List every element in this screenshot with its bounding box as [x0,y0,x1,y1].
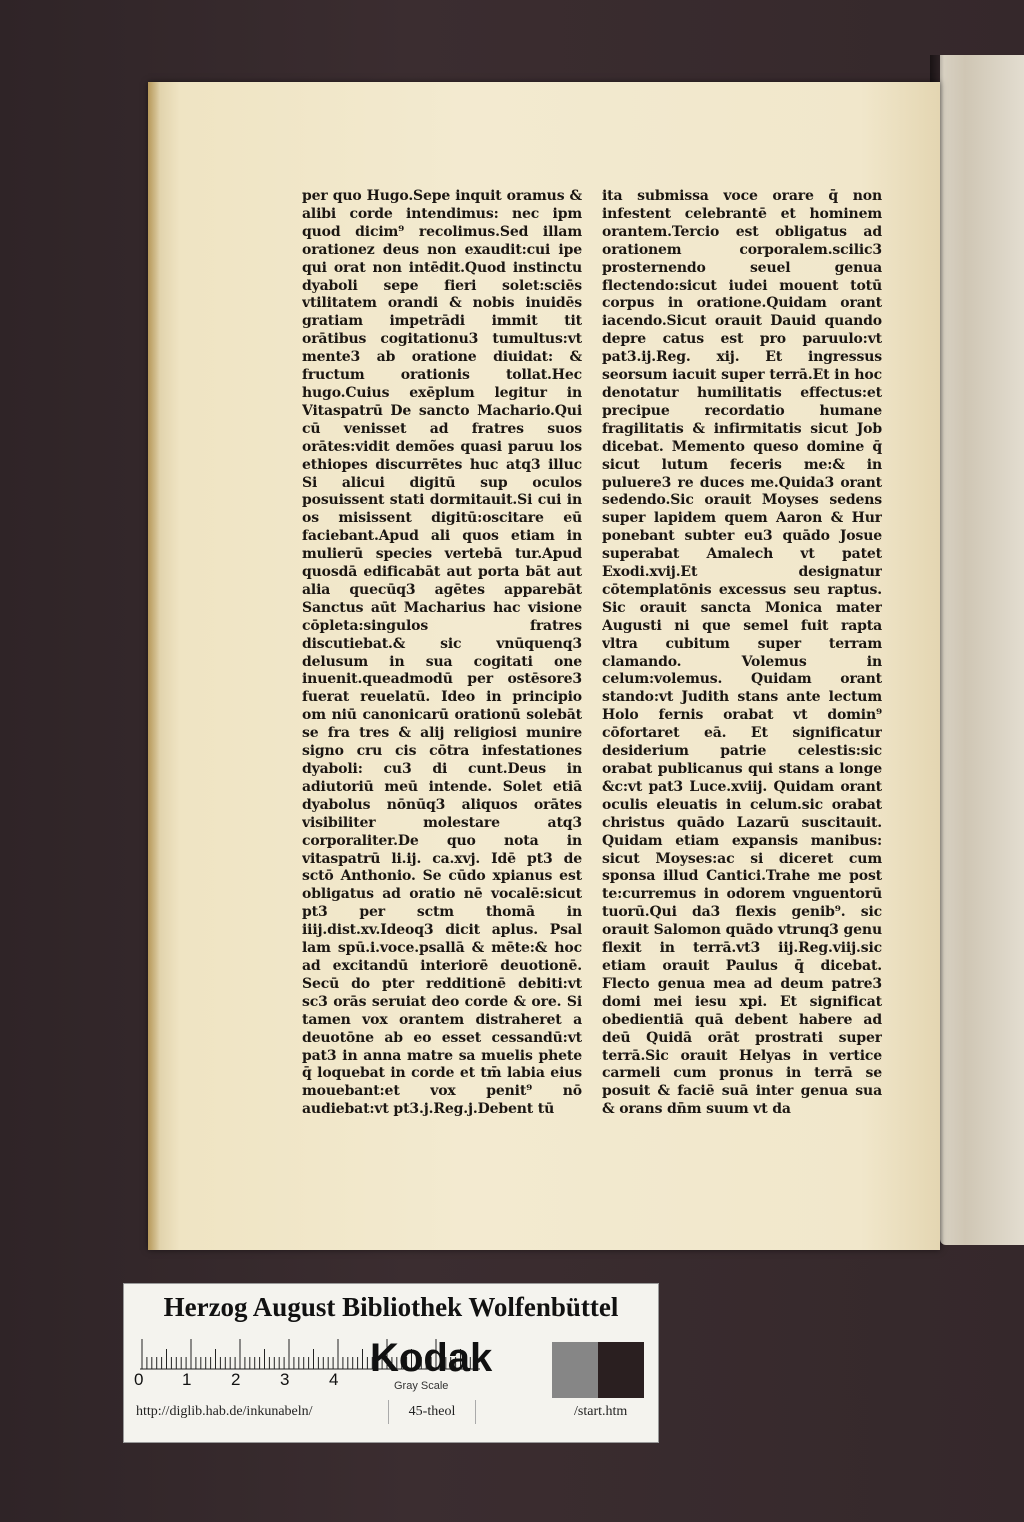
ruler-number: 2 [231,1370,241,1389]
card-url-end: /start.htm [574,1404,628,1419]
kodak-logo: Kodak [370,1336,493,1380]
gray-scale-label: Gray Scale [394,1380,449,1392]
card-url: http://diglib.hab.de/inkunabeln/ [136,1404,313,1419]
color-calibration-card [123,1283,659,1443]
page-left-edge [148,82,160,1250]
ruler-number: 1 [182,1370,192,1389]
text-column-right: ita submissa voce orare q̄ non infestent celebrantē et hominem orantem.Tercio est obligatus ad orationem corporalem.scilic3 prosternendo seuel genua flectendo:sicut iudei mouent totū corpus in oratione.Quidam orant iacendo.Sicut orauit Dauid quando depre catus est pro paruulo:vt pat3.ij.Reg. xij. Et ingressus seorsum iacuit super terrā.Et in hoc denotatur humilitatis effectus:et precipue recordatio humane fragilitatis & infirmitatis sicut Job dicebat. Memento queso domine q̄ sicut lutum feceris me:& in puluere3 re duces me.Quida3 orant sedendo.Sic orauit Moyses sedens super lapidem quem Aaron & Hur ponebant subter eu3 quādo Josue superabat Amalech vt patet Exodi.xvij.Et designatur cōtemplatōnis excessus seu raptus. Sic orauit sancta Monica mater Augusti ni que semel fuit rapta vltra cubitum super terram clamando. Volemus in celum:volemus. Quidam orant stando:vt Judith stans ante lectum Holo fernis orabat vt domin⁹ cōfortaret eā. Et significatur desiderium patrie celestis:sic orabat publicanus qui stans a longe &c:vt pat3 Luce.xviij. Quidam orant oculis eleuatis in celum.sic orabat christus quādo Lazarū suscitauit. Quidam etiam expansis manibus: sicut Moyses:ac si diceret cum sponsa illud Cantici.Trahe me post te:curremus in odorem vnguentorū tuorū.Qui da3 flexis genib⁹. sic orauit Salomon quādo vtrunq3 genu flexit in terrā.vt3 iij.Reg.viij.sic etiam orauit Paulus q̄ dicebat. Flecto genua mea ad deum patre3 domi mei iesu xpi. Et significat obedientiā quā debent habere ad deū Quidā orāt prostrati super terrā.Sic orauit Helyas in vertice carmeli cum pronus in terrā se posuit & faciē suā inter genua sua & orans dn̄m suum vt da [602,188,882,1118]
next-page-edge [940,55,1024,1245]
dark-swatch [598,1342,644,1398]
text-column-left: per quo Hugo.Sepe inquit oramus & alibi corde intendimus: nec ipm quod dicim⁹ recolimus.Sed illam orationez deus non exaudit:cui ipe qui orat non intēdit.Quod instinctu dyaboli sepe fieri solet:sciēs vtilitatem orandi & nobis inuidēs gratiam impetrādi immit tit orātibus cogitationu3 tumultus:vt mente3 ab oratione diuidat: & fructum orationis tollat.Hec hugo.Cuius exēplum legitur in Vitaspatrū De sancto Machario.Qui cū venisset ad fratres suos orātes:vidit demões quasi paruu los ethiopes discurrētes huc atq3 illuc Si alicui digitū sup oculos posuissent stati dormitauit.Si cui in os misissent digitū:oscitare eū faciebant.Apud ali quos etiam in mulierū species vertebā tur.Apud quosdā edificabāt aut porta bāt aut alia quecūq3 agētes apparebāt Sanctus aūt Macharius hac visione cōpleta:singulos fratres discutiebat.& sic vnūquenq3 delusum in sua cogitati one inuenit.queadmodū per ostēsore3 fuerat reuelatū. Ideo in principio om niū canonicarū orationū solebāt se fra tres & alij religiosi munire signo cru cis cōtra infestationes dyaboli: cu3 di cunt.Deus in adiutoriū meū intende. Solet etiā dyabolus nōnūq3 aliquos orātes visibiliter molestare atq3 corporaliter.De quo nota in vitaspatrū li.ij. ca.xvj. Idē pt3 de sctō Anthonio. Se cūdo xpianus est obligatus ad oratio nē vocalē:sicut pt3 per sctm thomā in iiij.dist.xv.Ideoq3 dicit aplus. Psal lam spū.i.voce.psallā & mēte:& hoc ad excitandū interiorē deuotionē. Secū do pter redditionē debiti:vt sc3 orās seruiat deo corde & ore. Si tamen vox orantem distraheret a deuotōne ab eo esset cessandū:vt pat3 in anna matre sa muelis phete q̄ loquebat in corde et tm̄ labia eius mouebant:et vox penit⁹ nō audiebat:vt pt3.j.Reg.j.Debent tū [302,188,582,1118]
gray-swatch [552,1342,598,1398]
card-shelfmark: 45-theol [388,1400,476,1424]
card-title: Herzog August Bibliothek Wolfenbüttel [163,1292,619,1322]
ruler-number: 0 [134,1370,144,1389]
ruler-number: 4 [329,1370,339,1389]
ruler-number: 3 [280,1370,290,1389]
